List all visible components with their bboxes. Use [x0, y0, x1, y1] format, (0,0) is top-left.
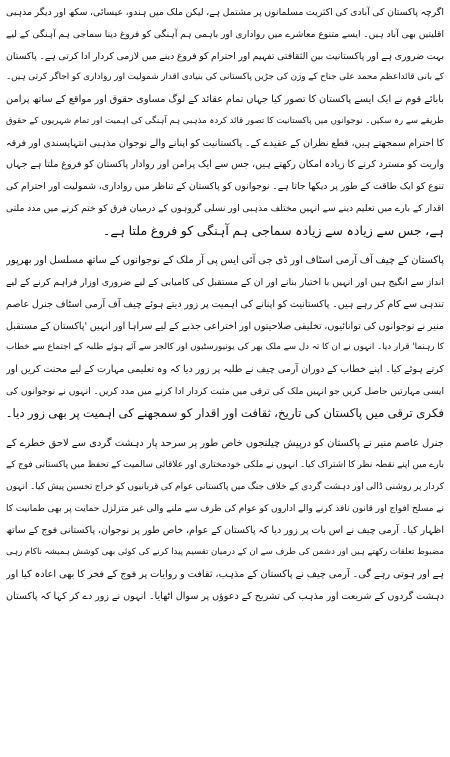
text-line: ایسی مہارتیں حاصل کریں جو انہیں ملک کی ترقی میں مثبت کردار ادا کرنے میں مدد کریں۔ انہوں نے نوجوانوں کی — [6, 385, 444, 397]
text-line: طریقے سے رہ سکیں۔ نوجوانوں میں پاکستانیت کا تصور قائد کردہ مذہبی ہم آہنگی کی اہمیت اور تمام شہریوں کے حقوق — [6, 115, 444, 126]
text-line: اظہار کیا۔ آرمی چیف نے اس بات پر زور دیا کہ پاکستان کے عوام، خاص طور پر نوجوان، پاکستانی فوج کے ساتھ — [6, 525, 444, 537]
paragraph-terrorism-challenges — [6, 433, 444, 607]
paragraph-army-chief-youth — [6, 250, 444, 424]
paragraph-religious-harmony — [6, 2, 444, 241]
text-line: اقدار کے بارے میں تعلیم دینے سے انہیں مختلف مذہبی اور نسلی گروہوں کے درمیان فرق کو ختم کرنے میں مدد ملتی — [6, 202, 444, 214]
text-line: نے مسلح افواج اور قانون نافذ کرنے والے اداروں کو عوام کی طرف سے ملنے والی غیر متزلزل حمایت پر بھی طمانیت کا — [6, 503, 444, 514]
text-line: منیر نے نوجوانوں کی توانائیوں، تخلیقی صلاحیتوں اور اختراعی جذبے کے لیے سراہا اور انہیں 'پاکستان کے مستقبل — [6, 320, 444, 332]
text-line: واریت کو مسترد کرنے کا زیادہ امکان رکھتے ہیں، جس سے ایک پرامن اور روادار پاکستان کو فروغ ملتا ہے جہاں — [6, 159, 444, 171]
text-line: تنوع کو ایک طاقت کے طور پر دیکھا جاتا ہے۔ نوجوانوں کو پاکستان کے تناظر میں رواداری، شمولیت اور احترام کی — [6, 181, 444, 192]
text-line: ہے، جس سے زیادہ سے زیادہ سماجی ہم آہنگی کو فروغ ملتا ہے۔ — [103, 222, 444, 238]
text-line: بابائے قوم نے ایک ایسے پاکستان کا تصور کیا جہاں تمام عقائد کے لوگ مساوی حقوق اور مواقع کے ساتھ پرامن — [6, 94, 444, 105]
text-line: بہت ضروری ہے اور پاکستانیت بین الثقافتی تفہیم اور احترام کو فروغ دینے میں لازمی کردار ادا کرتی ہے۔ پاکستان — [6, 50, 444, 62]
text-line: مضبوط تعلقات رکھتے ہیں اور دشمن کی طرف سے ان کے درمیان تقسیم پیدا کرنے کی کوئی بھی کوشش ہمیشہ ناکام رہی — [6, 547, 444, 557]
text-line: جنرل عاصم منیر نے پاکستان کو درپیش چیلنجوں خاص طور پر سرحد پار دہشت گردی سے لاحق خطرے کے — [6, 438, 444, 450]
text-line: اقلیتیں بھی آباد ہیں۔ ایسے متنوع معاشرے میں رواداری اور باہمی ہم آہنگی کو فروغ دینا سماجی ہم آہنگی کے لیے — [6, 28, 444, 40]
text-line: کا احترام سمجھتے ہیں، قطع نظران کے عقیدے کے۔ پاکستانیت کو اپنانے والے نوجوان مذہبی انتہاپسندی اور فرقہ — [6, 137, 444, 149]
text-line: بارے میں اپنے نقطہ نظر کا اشتراک کیا۔ انہوں نے ملکی خودمختاری اور علاقائی سالمیت کے تحفظ میں پاکستانی فوج کے — [6, 460, 444, 470]
text-line: ہے اور ہوتی رہے گی۔ آرمی چیف نے پاکستان کے مذہب، ثقافت و روایات پر فوج کے فخر کا بھی اعادہ کیا اور — [6, 568, 444, 580]
text-line: دہشت گردوں کے شریعت اور مذہب کی تشریح کے دعوؤں پر سوال اٹھایا۔ انہوں نے زور دے کر کہا کہ پاکستان — [6, 590, 444, 602]
text-line: کے بانی قائداعظم محمد علی جناح کے وژن کی جڑیں پاکستانی کی بنیادی اقدار شمولیت اور رواداری کو اجاگر کرتی ہیں۔ — [6, 72, 444, 83]
text-line: کردار پر روشنی ڈالی اور دہشت گردی کے خلاف جنگ میں پاکستانی عوام کی قربانیوں کو خراج تحسین پیش کیا۔ انہوں — [6, 481, 444, 492]
text-line: تندہی سے کام کر رہے ہیں۔ پاکستانیت کو اپنانے کی اہمیت پر زور دیتے ہوئے چیف آف آرمی اسٹاف جنرل عاصم — [6, 298, 444, 310]
text-line: فکری ترقی میں پاکستان کی تاریخ، ثقافت اور اقدار کو سمجھنے کی اہمیت پر بھی زور دیا۔ — [6, 405, 444, 420]
text-line: پاکستان کے چیف آف آرمی اسٹاف اور ڈی جی آئی ایس پی آر ملک کے نوجوانوں کے ساتھ مسلسل اور بھرپور — [6, 255, 444, 267]
text-line: کرتے ہوئے کیا۔ اپنے خطاب کے دوران آرمی چیف نے طلبہ پر زور دیا کہ وہ تعلیمی مہارت کے لیے محنت کریں اور — [6, 364, 444, 375]
text-line: کا رہنما' قرار دیا۔ انہوں نے ان کا تہ دل سے ملک بھر کی یونیورسٹیوں اور کالجز سے آئے ہوئے طلبہ کے اجتماع سے خطاب — [6, 342, 444, 353]
text-line: اگرچہ پاکستان کی آبادی کی اکثریت مسلمانوں پر مشتمل ہے، لیکن ملک میں ہندو، عیسائی، سکھ اور دیگر مذہبی — [6, 7, 444, 18]
text-line: انداز سے انگیج ہیں اور انہیں با اختیار بنانے اور ان کے مستقبل کی کامیابی کے لیے ضروری اوزار فراہم کرنے کے لیے — [6, 277, 444, 288]
